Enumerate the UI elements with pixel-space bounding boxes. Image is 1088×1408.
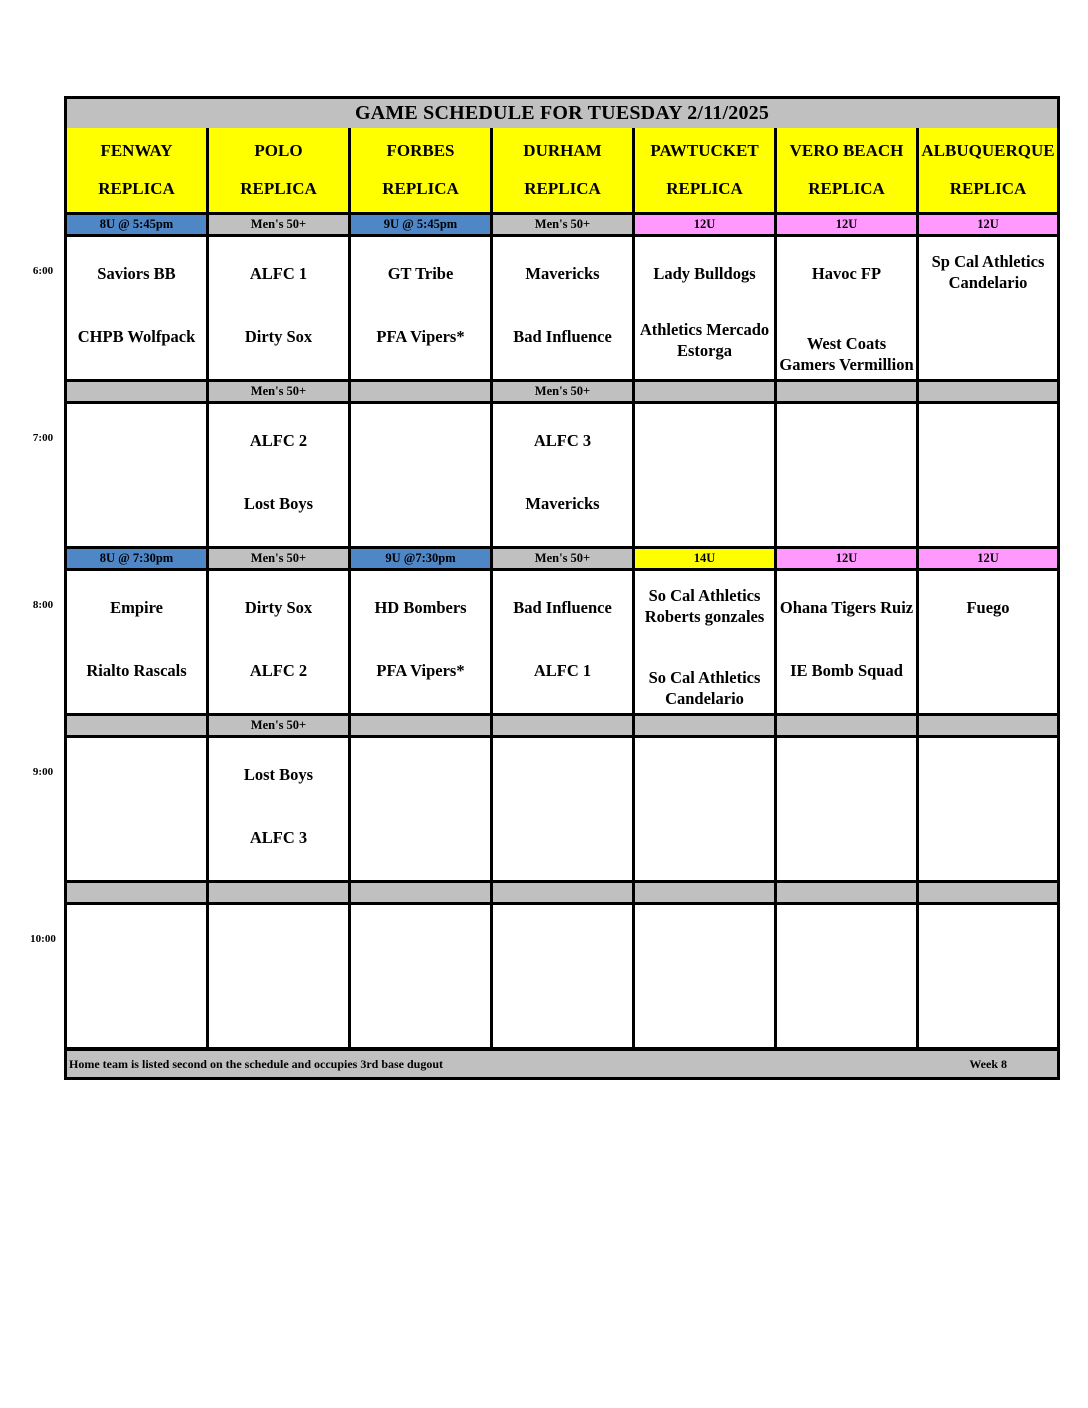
division-label (493, 883, 635, 902)
division-label (209, 883, 351, 902)
division-label: 12U (919, 549, 1057, 568)
away-team (637, 418, 772, 460)
home-team (69, 486, 204, 528)
field-header-cell (777, 128, 919, 212)
away-team: Lost Boys (243, 765, 314, 784)
away-team: Sp Cal Athletics Candelario (931, 252, 1045, 292)
home-team: CHPB Wolfpack (77, 327, 196, 346)
home-team (495, 987, 630, 1029)
game-cell (67, 404, 209, 546)
games-row (67, 571, 1057, 716)
home-team (637, 486, 772, 528)
game-cell (209, 738, 351, 880)
footer-bar (67, 1048, 1057, 1077)
division-label (67, 716, 209, 735)
home-team (69, 820, 204, 862)
field-header-cell (919, 128, 1057, 212)
away-team: Bad Influence (513, 598, 612, 617)
division-label (635, 716, 777, 735)
division-label: 12U (777, 549, 919, 568)
home-team: ALFC 1 (533, 661, 592, 680)
division-label (919, 382, 1057, 401)
division-label (351, 716, 493, 735)
division-label: 12U (777, 215, 919, 234)
division-row (67, 382, 1057, 404)
game-cell (777, 237, 919, 379)
field-subtitle: REPLICA (524, 179, 601, 198)
division-label (777, 883, 919, 902)
away-team: ALFC 1 (249, 264, 308, 283)
home-team (353, 486, 488, 528)
game-cell (67, 905, 209, 1047)
home-team (779, 486, 914, 528)
away-team: GT Tribe (387, 264, 454, 283)
time-label: 10:00 (30, 933, 56, 945)
game-cell (493, 738, 635, 880)
division-label (635, 382, 777, 401)
division-label: 9U @ 5:45pm (351, 215, 493, 234)
game-cell (777, 404, 919, 546)
away-team (637, 919, 772, 961)
field-subtitle: REPLICA (382, 179, 459, 198)
division-label: Men's 50+ (493, 215, 635, 234)
game-cell (351, 237, 493, 379)
home-team: ALFC 2 (249, 661, 308, 680)
division-label (777, 382, 919, 401)
game-cell (493, 404, 635, 546)
home-team (779, 987, 914, 1029)
division-label (493, 716, 635, 735)
division-label: 12U (635, 215, 777, 234)
game-cell (919, 905, 1057, 1047)
field-header-row (67, 128, 1057, 215)
home-team: PFA Vipers* (376, 661, 465, 680)
game-cell (209, 905, 351, 1047)
away-team (353, 418, 488, 460)
division-label (777, 716, 919, 735)
division-label: Men's 50+ (209, 215, 351, 234)
field-header-cell (209, 128, 351, 212)
away-team: Lady Bulldogs (653, 264, 756, 283)
game-cell (351, 404, 493, 546)
division-label (919, 883, 1057, 902)
away-team (921, 919, 1055, 961)
home-team (921, 653, 1055, 695)
division-label (351, 382, 493, 401)
division-row (67, 215, 1057, 237)
away-team: HD Bombers (374, 598, 467, 617)
field-subtitle: REPLICA (666, 179, 743, 198)
away-team: Mavericks (525, 264, 600, 283)
home-team: Dirty Sox (244, 327, 313, 346)
field-name: ALBUQUERQUE (921, 141, 1055, 160)
games-row (67, 404, 1057, 549)
game-cell (635, 738, 777, 880)
away-team (69, 418, 204, 460)
away-team (495, 752, 630, 794)
away-team (779, 752, 914, 794)
home-team (921, 486, 1055, 528)
field-subtitle: REPLICA (240, 179, 317, 198)
games-row (67, 738, 1057, 883)
field-subtitle: REPLICA (98, 179, 175, 198)
home-team (637, 820, 772, 862)
home-team: Mavericks (525, 494, 600, 513)
field-name: FORBES (386, 141, 455, 160)
away-team: Fuego (966, 598, 1010, 617)
home-team: Athletics Mercado Estorga (639, 320, 770, 360)
field-name: FENWAY (100, 141, 173, 160)
game-cell (351, 571, 493, 713)
division-label: Men's 50+ (209, 382, 351, 401)
home-team (353, 987, 488, 1029)
schedule-title: GAME SCHEDULE FOR TUESDAY 2/11/2025 (67, 99, 1057, 131)
game-cell (493, 571, 635, 713)
division-label: 12U (919, 215, 1057, 234)
game-cell (209, 404, 351, 546)
away-team: Ohana Tigers Ruiz (779, 598, 914, 617)
home-team (921, 820, 1055, 862)
away-team: Empire (110, 598, 163, 617)
division-label: 14U (635, 549, 777, 568)
division-label: Men's 50+ (493, 382, 635, 401)
division-label: Men's 50+ (209, 716, 351, 735)
away-team (353, 752, 488, 794)
field-header-cell (351, 128, 493, 212)
away-team (353, 919, 488, 961)
division-label (67, 382, 209, 401)
game-cell (919, 738, 1057, 880)
home-team: Bad Influence (513, 327, 612, 346)
game-cell (209, 571, 351, 713)
home-team (779, 820, 914, 862)
home-team (637, 987, 772, 1029)
division-label: Men's 50+ (493, 549, 635, 568)
game-cell (493, 237, 635, 379)
game-cell (919, 404, 1057, 546)
games-row (67, 905, 1057, 1050)
game-cell (777, 571, 919, 713)
home-team (921, 319, 1055, 361)
home-team: Rialto Rascals (86, 661, 187, 680)
field-name: DURHAM (523, 141, 602, 160)
away-team (779, 418, 914, 460)
field-name: VERO BEACH (789, 141, 904, 160)
game-cell (351, 905, 493, 1047)
away-team (69, 919, 204, 961)
home-team: ALFC 3 (249, 828, 308, 847)
division-row (67, 883, 1057, 905)
game-cell (919, 237, 1057, 379)
division-row (67, 549, 1057, 571)
home-team (353, 820, 488, 862)
field-header-cell (635, 128, 777, 212)
schedule-table (64, 96, 1060, 1080)
time-label: 9:00 (32, 766, 54, 778)
time-label: 8:00 (32, 599, 54, 611)
away-team: ALFC 2 (249, 431, 308, 450)
game-cell (919, 571, 1057, 713)
away-team: Havoc FP (811, 264, 882, 283)
home-team (211, 987, 346, 1029)
away-team (495, 919, 630, 961)
division-label: 9U @7:30pm (351, 549, 493, 568)
home-team-note: Home team is listed second on the schedule and occupies 3rd base dugout (69, 1056, 444, 1071)
game-cell (777, 905, 919, 1047)
field-header-cell (67, 128, 209, 212)
game-cell (67, 237, 209, 379)
game-cell (635, 237, 777, 379)
game-cell (777, 738, 919, 880)
game-cell (67, 738, 209, 880)
week-label: Week 8 (969, 1056, 1007, 1071)
game-cell (493, 905, 635, 1047)
away-team (211, 919, 346, 961)
division-label (351, 883, 493, 902)
field-header-cell (493, 128, 635, 212)
home-team (495, 820, 630, 862)
game-cell (635, 905, 777, 1047)
home-team: Lost Boys (243, 494, 314, 513)
away-team (637, 752, 772, 794)
field-name: POLO (254, 141, 303, 160)
division-row (67, 716, 1057, 738)
home-team: IE Bomb Squad (790, 661, 903, 680)
game-cell (635, 404, 777, 546)
home-team (921, 987, 1055, 1029)
division-label: 8U @ 7:30pm (67, 549, 209, 568)
home-team (69, 987, 204, 1029)
game-cell (67, 571, 209, 713)
away-team: Dirty Sox (244, 598, 313, 617)
game-cell (209, 237, 351, 379)
home-team: PFA Vipers* (376, 327, 465, 346)
division-label (635, 883, 777, 902)
field-name: PAWTUCKET (650, 141, 759, 160)
away-team: ALFC 3 (533, 431, 592, 450)
division-label (919, 716, 1057, 735)
division-label (67, 883, 209, 902)
away-team (921, 418, 1055, 460)
games-row (67, 237, 1057, 382)
time-label: 7:00 (32, 432, 54, 444)
home-team: West Coats Gamers Vermillion (779, 334, 914, 374)
away-team: Saviors BB (97, 264, 176, 283)
home-team: So Cal Athletics Candelario (648, 668, 761, 708)
away-team (921, 752, 1055, 794)
field-subtitle: REPLICA (949, 179, 1027, 198)
game-cell (635, 571, 777, 713)
away-team (69, 752, 204, 794)
division-label: Men's 50+ (209, 549, 351, 568)
time-label: 6:00 (32, 265, 54, 277)
away-team (779, 919, 914, 961)
field-subtitle: REPLICA (808, 179, 885, 198)
away-team: So Cal Athletics Roberts gonzales (644, 586, 765, 626)
division-label: 8U @ 5:45pm (67, 215, 209, 234)
game-cell (351, 738, 493, 880)
